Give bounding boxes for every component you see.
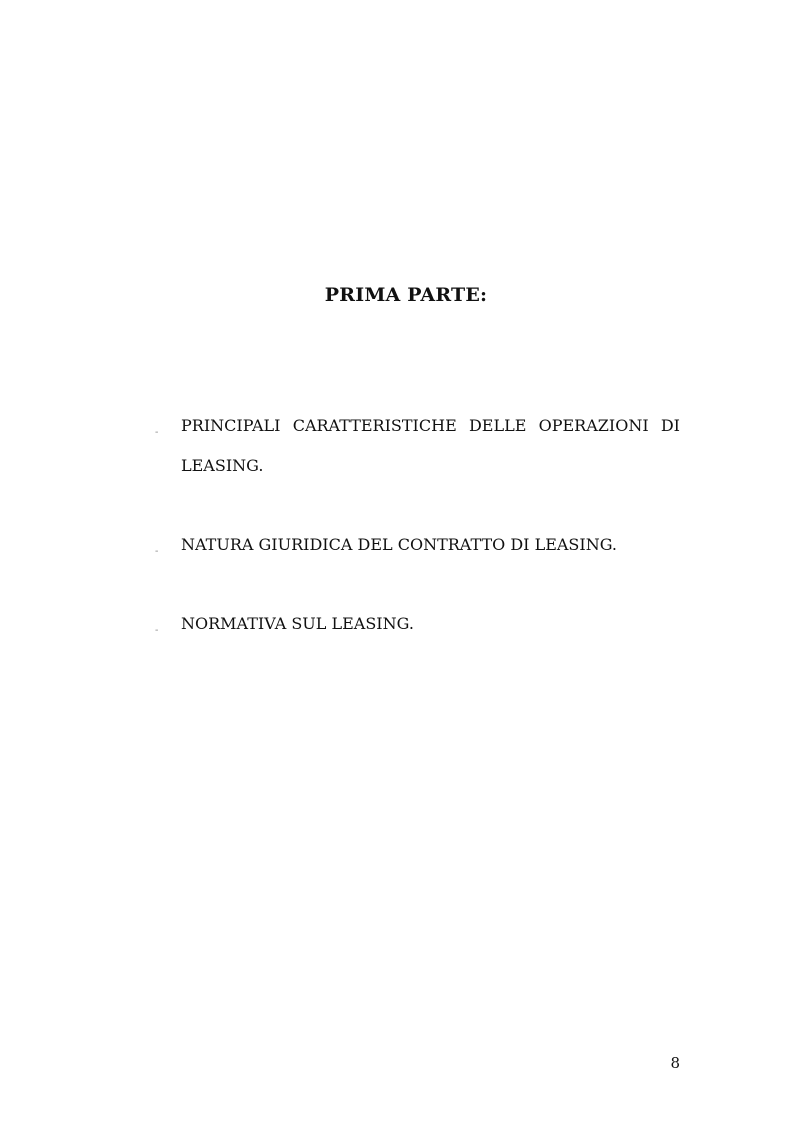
list-item-text: NORMATIVA SUL LEASING. [181,614,414,633]
list-item-text [181,406,680,486]
bullet-marker: - [155,625,159,636]
list-item-line: PRINCIPALI CARATTERISTICHE DELLE OPERAZIONI DI [181,416,680,435]
page-title: PRIMA PARTE: [324,284,488,306]
page-number: 8 [670,1054,680,1072]
list-item-text: NATURA GIURIDICA DEL CONTRATTO DI LEASING. [181,535,617,554]
bullet-marker: - [155,546,159,557]
bullet-marker: - [155,427,159,438]
list-item-line: LEASING. [181,456,264,475]
